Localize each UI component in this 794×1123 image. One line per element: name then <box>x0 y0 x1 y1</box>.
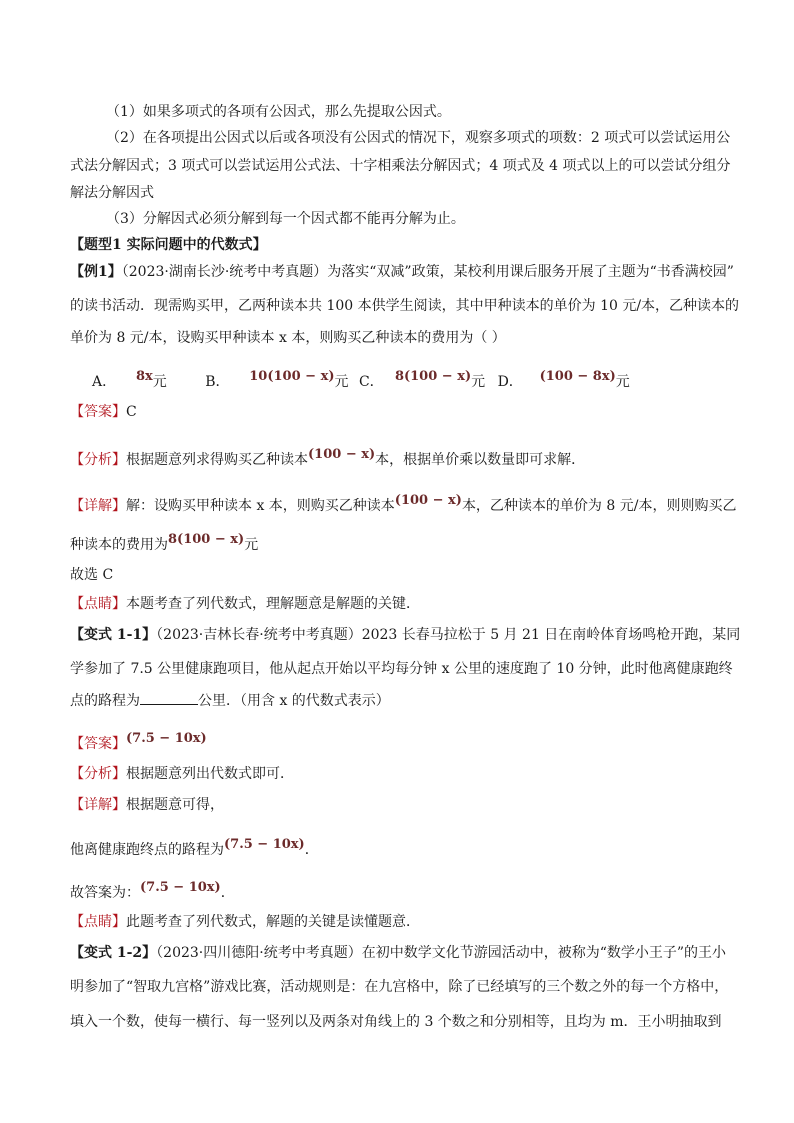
variant11-text-3a: 点的路程为 <box>70 693 140 709</box>
variant11-line-1 <box>70 625 741 645</box>
final-answer-math: (7.5 − 10x) <box>140 880 221 895</box>
comment-tag: 【点睛】 <box>70 596 126 612</box>
variant11-line-2: 学参加了 7.5 公里健康跑项目，他从起点开始以平均每分钟 x 公里的速度跑了 10 分钟，此时他离健康跑终 <box>70 661 733 677</box>
intro-point-2-line-2: 式法分解因式；3 项式可以尝试运用公式法、十字相乘法分解因式；4 项式及 4 项式以上的可以尝试分组分 <box>70 158 731 174</box>
analysis-tag: 【分析】 <box>70 452 126 468</box>
example1-tag: 【例1】 <box>70 264 122 280</box>
final-answer-end: ． <box>220 885 235 901</box>
answer-tag: 【答案】 <box>70 736 126 752</box>
detail-text: 根据题意可得， <box>126 797 224 813</box>
example1-line-1 <box>70 262 734 282</box>
example1-choose: 故选 C <box>70 567 114 583</box>
analysis-tag: 【分析】 <box>70 766 126 782</box>
option-d-label: D． <box>497 374 523 390</box>
distance-text: 他离健康跑终点的路程为 <box>70 842 224 858</box>
analysis-text: 根据题意列出代数式即可． <box>126 766 294 782</box>
example1-comment <box>70 594 724 614</box>
option-a-math: 8x <box>136 369 153 384</box>
detail-text-3: 种读本的费用为 <box>70 537 168 553</box>
detail-math: (100 − x) <box>394 493 462 508</box>
option-a-label: A． <box>92 374 117 390</box>
variant11-answer <box>70 731 724 755</box>
variant12-line-2: 明参加了“智取九宫格”游戏比赛，活动规则是：在九宫格中，除了已经填写的三个数之外的每一个方格中， <box>70 979 729 995</box>
variant11-final-answer <box>70 880 724 904</box>
example1-detail-line-2 <box>70 532 724 556</box>
variant11-comment <box>70 912 724 932</box>
option-c-label: C． <box>358 374 384 390</box>
detail-text-1: 解：设购买甲种读本 x 本，则购买乙种读本 <box>126 498 395 514</box>
variant11-text-3b: 公里．（用含 x 的代数式表示） <box>198 693 390 709</box>
example1-text-1: （2023·湖南长沙·统考中考真题）为落实“双减”政策，某校利用课后服务开展了主题为“书香满校园” <box>121 264 734 280</box>
variant11-analysis <box>70 764 724 784</box>
example1-detail-line-1 <box>70 493 737 517</box>
comment-text: 此题考查了列代数式，解题的关键是读懂题意． <box>126 914 420 930</box>
detail-tag: 【详解】 <box>70 498 126 514</box>
variant11-distance <box>70 837 724 861</box>
comment-tag: 【点睛】 <box>70 914 126 930</box>
variant11-tag: 【变式 1-1】 <box>70 627 157 643</box>
answer-value: C <box>126 404 137 420</box>
answer-math: (7.5 − 10x) <box>126 731 207 746</box>
answer-tag: 【答案】 <box>70 404 126 420</box>
intro-point-2-line-1: （2）在各项提出公因式以后或各项没有公因式的情况下，观察多项式的项数：2 项式可以尝试运用公 <box>106 130 731 146</box>
variant12-line-3: 填入一个数，使每一横行、每一竖列以及两条对角线上的 3 个数之和分别相等，且均为 m．王小明抽取到 <box>70 1014 722 1030</box>
option-c-math: 8(100 − x) <box>394 369 472 384</box>
example1-line-3: 单价为 8 元/本，设购买甲种读本 x 本，则购买乙种读本的费用为（ ） <box>70 330 506 346</box>
example1-answer <box>70 402 724 422</box>
example1-analysis <box>70 447 724 471</box>
distance-math: (7.5 − 10x) <box>224 837 305 852</box>
option-d-unit: 元 <box>615 374 630 390</box>
example1-line-2: 的读书活动．现需购买甲，乙两种读本共 100 本供学生阅读，其中甲种读本的单价为 10 元/本，乙种读本的 <box>70 298 740 314</box>
intro-point-3: （3）分解因式必须分解到每一个因式都不能再分解为止。 <box>106 211 465 227</box>
detail-math-2: 8(100 − x) <box>168 532 245 547</box>
variant12-line-1 <box>70 943 727 963</box>
variant11-text-1: （2023·吉林长春·统考中考真题）2023 长春马拉松于 5 月 21 日在南岭体育场鸣枪开跑，某同 <box>156 627 741 643</box>
fill-blank <box>140 690 198 705</box>
variant12-text-1: （2023·四川德阳·统考中考真题）在初中数学文化节游园活动中，被称为“数学小王子”的王小 <box>156 945 727 961</box>
variant11-line-3 <box>70 690 724 711</box>
option-c-unit: 元 <box>471 374 486 390</box>
detail-unit: 元 <box>244 537 259 553</box>
analysis-text-1: 根据题意列求得购买乙种读本 <box>126 452 308 468</box>
comment-text: 本题考查了列代数式，理解题意是解题的关键． <box>126 596 420 612</box>
distance-end: ． <box>304 842 319 858</box>
variant12-tag: 【变式 1-2】 <box>70 945 157 961</box>
final-answer-text: 故答案为： <box>70 885 140 901</box>
intro-point-2-line-3: 解法分解因式 <box>70 185 154 201</box>
detail-tag: 【详解】 <box>70 797 126 813</box>
analysis-math: (100 − x) <box>308 447 376 462</box>
detail-text-2: 本，乙种读本的单价为 8 元/本，则则购买乙 <box>461 498 737 514</box>
section-title: 【题型1 实际问题中的代数式】 <box>70 237 267 253</box>
example1-options <box>92 369 724 393</box>
variant11-detail <box>70 795 724 815</box>
option-b-unit: 元 <box>334 374 349 390</box>
option-b-math: 10(100 − x) <box>249 369 335 384</box>
intro-point-1: （1）如果多项式的各项有公因式，那么先提取公因式。 <box>106 104 451 120</box>
option-b-label: B． <box>205 374 230 390</box>
option-a-unit: 元 <box>152 374 167 390</box>
option-d-math: (100 − 8x) <box>539 369 616 384</box>
analysis-text-2: 本，根据单价乘以数量即可求解． <box>375 452 586 468</box>
